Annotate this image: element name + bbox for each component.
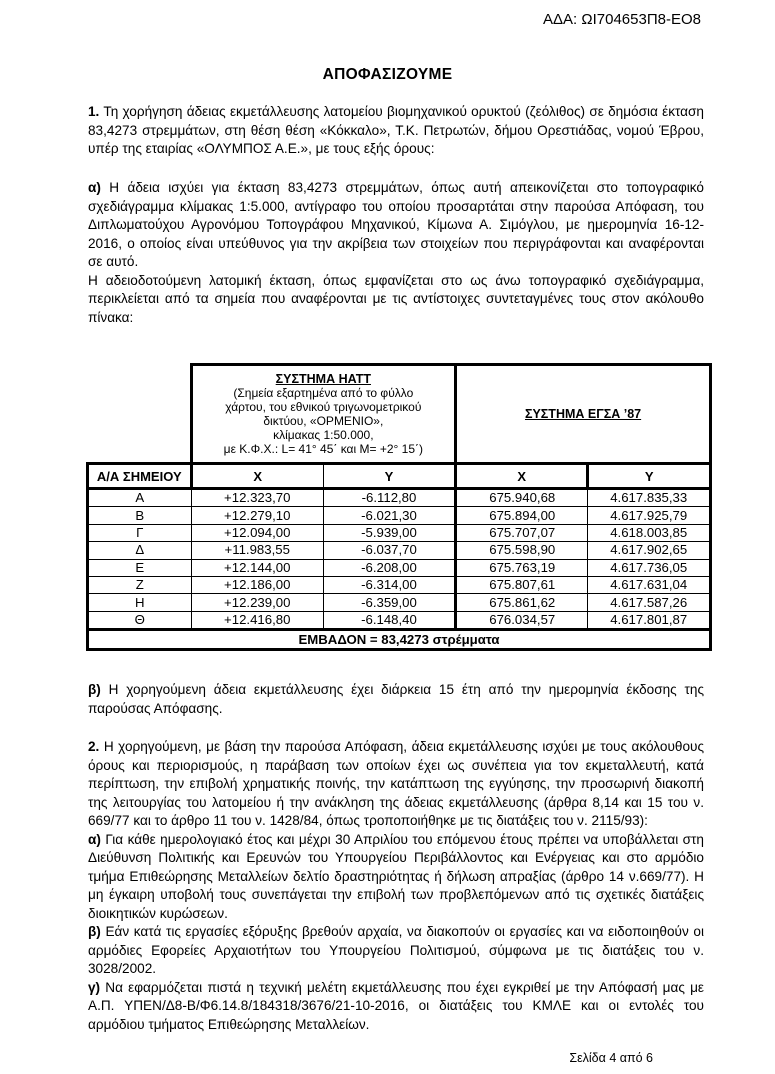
hatt-x: +12.094,00 (191, 524, 323, 541)
hatt-line-3: δικτύου, «ΟΡΜΕΝΙΟ», (263, 414, 384, 428)
hatt-line-5: με Κ.Φ.Χ.: L= 41° 45΄ και M= +2° 15΄) (223, 442, 423, 456)
coordinates-table (86, 363, 712, 651)
hatt-y: -6.112,80 (323, 489, 455, 507)
paragraph-2a-text: Για κάθε ημερολογιακό έτος και μέχρι 30 Απριλίου του επόμενου έτους πρέπει να υποβάλλεται στη Διεύθυνση Πολιτικής και Ερευνών του Υπουργείου Περιβάλλοντος και Ενέργειας και στο αρμόδιο τμήμα Επιθεώρησης Μεταλλείων δελτίο δραστηριότητας ή δήλωση απραξίας (άρθρο 14 ν.669/77). Η μη έγκαιρη υποβολή τους συνεπάγεται την επιβολή των προβλεπόμενων από τις σχετικές διατάξεις διοικητικών κυρώσεων. (88, 831, 704, 921)
table-corner-empty (88, 365, 192, 464)
hatt-x: +12.279,10 (191, 507, 323, 524)
hatt-x: +12.416,80 (191, 611, 323, 629)
point-name: Ζ (88, 576, 192, 593)
egsa-x: 676.034,57 (456, 611, 588, 629)
paragraph-2 (88, 738, 704, 1034)
table-row (88, 507, 711, 524)
paragraph-1 (88, 103, 704, 159)
point-name: Β (88, 507, 192, 524)
hatt-x: +11.983,55 (191, 542, 323, 559)
hatt-title: ΣΥΣΤΗΜΑ HATT (275, 372, 371, 386)
hatt-y: -5.939,00 (323, 524, 455, 541)
paragraph-2a-label: α) (88, 831, 101, 847)
point-name: Α (88, 489, 192, 507)
column-header-point: Α/Α ΣΗΜΕΙΟΥ (88, 464, 192, 489)
point-name: Η (88, 594, 192, 611)
paragraph-2b-text: Εάν κατά τις εργασίες εξόρυξης βρεθούν αρχαία, να διακοπούν οι εργασίες και να ειδοποιηθούν οι αρμόδιες Εφορείες Αρχαιοτήτων του Υπουργείου Πολιτισμού, σύμφωνα με τις διατάξεις του ν. 3028/2002. (88, 924, 704, 976)
egsa-title: ΣΥΣΤΗΜΑ ΕΓΣΑ ’87 (524, 407, 642, 421)
table-row (88, 611, 711, 629)
hatt-y: -6.037,70 (323, 542, 455, 559)
page-title: ΑΠΟΦΑΣΙΖΟΥΜΕ (322, 66, 453, 83)
point-name: Ε (88, 559, 192, 576)
paragraph-2-number: 2. (88, 739, 100, 754)
paragraph-1-number: 1. (88, 104, 100, 119)
egsa-y: 4.617.902,65 (588, 542, 711, 559)
egsa-system-header (456, 365, 711, 464)
paragraph-b-text: Η χορηγούμενη άδεια εκμετάλλευσης έχει διάρκεια 15 έτη από την ημερομηνία έκδοσης της παρούσας Απόφασης. (88, 682, 704, 716)
paragraph-b (88, 681, 704, 718)
paragraph-a-text: Η άδεια ισχύει για έκταση 83,4273 στρεμμάτων, όπως αυτή απεικονίζεται στο τοπογραφικό σχεδιάγραμμα κλίμακας 1:5.000, αντίγραφο του οποίου προσαρτάται στην παρούσα Απόφαση, του Διπλωματούχου Αγρονόμου Τοπογράφου Μηχανικού, Κίμωνα Α. Σιμόγλου, με ημερομηνία 16-12-2016, ο οποίος είναι υπεύθυνος για την ακρίβεια των στοιχείων που περιγράφονται και αναφέρονται σε αυτό. (88, 180, 704, 269)
column-header-egsa-y: Y (588, 464, 711, 489)
column-header-hatt-y: Y (323, 464, 455, 489)
egsa-y: 4.617.835,33 (588, 489, 711, 507)
egsa-x: 675.940,68 (456, 489, 588, 507)
paragraph-2c-label: γ) (88, 979, 101, 995)
hatt-system-header (191, 365, 456, 464)
ada-code: ΑΔΑ: ΩΙ704653Π8-ΕΟ8 (543, 11, 701, 28)
hatt-y: -6.148,40 (323, 611, 455, 629)
hatt-y: -6.314,00 (323, 576, 455, 593)
egsa-y: 4.617.736,05 (588, 559, 711, 576)
table-row (88, 594, 711, 611)
page-number: Σελίδα 4 από 6 (569, 1051, 653, 1065)
egsa-x: 675.894,00 (456, 507, 588, 524)
egsa-y: 4.617.801,87 (588, 611, 711, 629)
hatt-y: -6.359,00 (323, 594, 455, 611)
egsa-x: 675.861,62 (456, 594, 588, 611)
egsa-x: 675.707,07 (456, 524, 588, 541)
paragraph-2-text: Η χορηγούμενη, με βάση την παρούσα Απόφαση, άδεια εκμετάλλευσης ισχύει με τους ακόλουθους όρους και περιορισμούς, η παράβαση των οποίων έχει ως συνέπεια για τον εκμεταλλευτή, κατά περίπτωση, την επιβολή χρηματικής ποινής, την κατάπτωση της εγγύησης, την προσωρινή διακοπή της λειτουργίας του λατομείου ή την ανάκληση της άδειας εκμετάλλευσης (άρθρα 8,14 και 15 του ν. 669/77 και το άρθρο 11 του ν. 1428/84, όπως τροποποιήθηκε με τις διατάξεις του ν. 2115/93): (88, 739, 704, 828)
paragraph-1-text: Τη χορήγηση άδειας εκμετάλλευσης λατομείου βιομηχανικού ορυκτού (ζεόλιθος) σε δημόσια έκταση 83,4273 στρεμμάτων, στη θέση θέση «Κόκκαλο», Τ.Κ. Πετρωτών, δήμου Ορεστιάδας, νομού Έβρου, υπέρ της εταιρίας «ΟΛΥΜΠΟΣ Α.Ε.», με τους εξής όρους: (88, 104, 704, 156)
hatt-x: +12.144,00 (191, 559, 323, 576)
hatt-x: +12.323,70 (191, 489, 323, 507)
hatt-x: +12.186,00 (191, 576, 323, 593)
hatt-y: -6.208,00 (323, 559, 455, 576)
paragraph-a-label: α) (88, 180, 101, 195)
column-header-egsa-x: X (456, 464, 588, 489)
egsa-x: 675.807,61 (456, 576, 588, 593)
table-row (88, 559, 711, 576)
column-header-hatt-x: X (191, 464, 323, 489)
hatt-line-1: (Σημεία εξαρτημένα από το φύλλο (233, 386, 414, 400)
paragraph-a (88, 179, 704, 327)
table-row (88, 489, 711, 507)
egsa-y: 4.618.003,85 (588, 524, 711, 541)
egsa-y: 4.617.587,26 (588, 594, 711, 611)
hatt-y: -6.021,30 (323, 507, 455, 524)
point-name: Δ (88, 542, 192, 559)
paragraph-b-label: β) (88, 682, 101, 697)
hatt-x: +12.239,00 (191, 594, 323, 611)
hatt-line-2: χάρτου, του εθνικού τριγωνομετρικού (225, 400, 422, 414)
paragraph-2b-label: β) (88, 924, 101, 939)
table-row (88, 542, 711, 559)
egsa-y: 4.617.925,79 (588, 507, 711, 524)
paragraph-a-text2: Η αδειοδοτούμενη λατομική έκταση, όπως εμφανίζεται στο ως άνω τοπογραφικό σχεδιάγραμμα, περικλείεται από τα σημεία που αναφέρονται με τις αντίστοιχες συντεταγμένες τους στον ακόλουθο πίνακα: (88, 272, 704, 325)
egsa-x: 675.598,90 (456, 542, 588, 559)
hatt-line-4: κλίμακας 1:50.000, (273, 428, 374, 442)
point-name: Θ (88, 611, 192, 629)
table-row (88, 524, 711, 541)
point-name: Γ (88, 524, 192, 541)
area-total: ΕΜΒΑΔΟΝ = 83,4273 στρέμματα (88, 630, 711, 650)
egsa-x: 675.763,19 (456, 559, 588, 576)
table-row (88, 576, 711, 593)
paragraph-2c-text: Να εφαρμόζεται πιστά η τεχνική μελέτη εκμετάλλευσης που έχει εγκριθεί με την Απόφασή μας με Α.Π. ΥΠΕΝ/Δ8-Β/Φ6.14.8/184318/3676/21-10-2016, οι διατάξεις του ΚΜΛΕ και οι εντολές του αρμόδιου τμήματος Επιθεώρησης Μεταλλείων. (88, 979, 704, 1032)
egsa-y: 4.617.631,04 (588, 576, 711, 593)
